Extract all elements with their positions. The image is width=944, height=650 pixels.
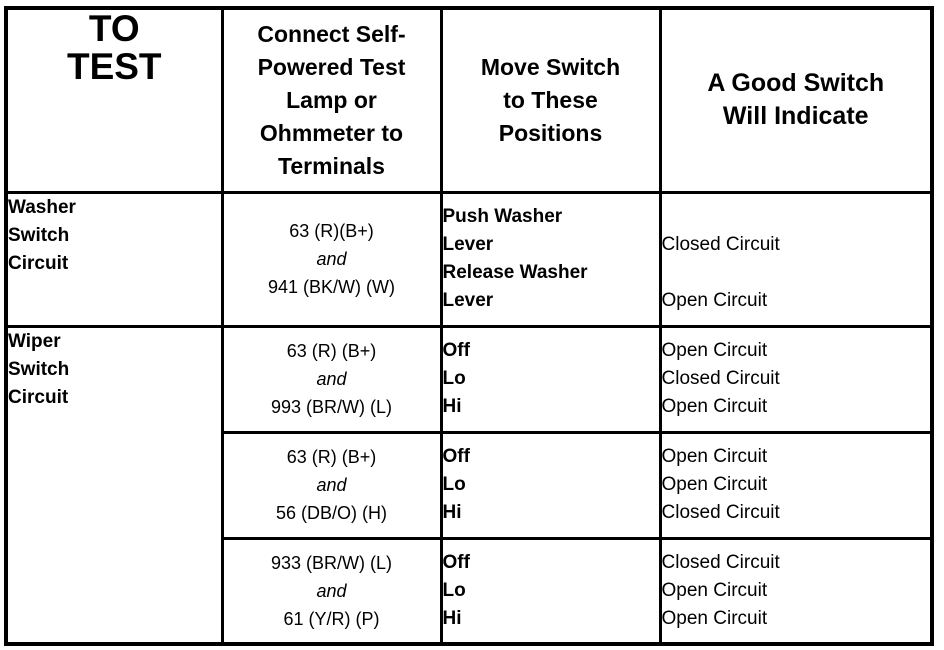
header-row (6, 8, 932, 192)
indication-line: Closed Circuit (661, 368, 780, 389)
terminal-line: 941 (BK/W) (W) (267, 277, 395, 297)
indications-cell (660, 538, 932, 644)
indications-cell (660, 326, 932, 432)
header-text-line: Powered Test (257, 53, 406, 80)
positions-cell (441, 192, 660, 326)
circuit-name-line: Wiper (8, 330, 61, 352)
header-text-line: Move Switch (480, 53, 621, 80)
position-line: Lo (442, 368, 466, 389)
indication-line: Open Circuit (661, 474, 768, 495)
header-text-line: Lamp or (286, 86, 377, 113)
header-good-switch (660, 8, 932, 192)
position-line: Lo (442, 579, 466, 601)
position-line: Release Washer (442, 262, 588, 283)
terminal-and: and (316, 369, 347, 389)
header-move-switch (441, 8, 660, 192)
header-text-line: Terminals (278, 152, 385, 179)
circuit-name-line: Circuit (8, 386, 69, 408)
circuit-name-line: Washer (8, 196, 76, 218)
terminal-and: and (316, 249, 347, 269)
indications-cell (660, 192, 932, 326)
terminals-cell (222, 538, 441, 644)
terminals-cell (222, 432, 441, 538)
indication-line: Open Circuit (661, 340, 768, 361)
circuit-name-line: Switch (8, 358, 70, 380)
position-line: Lever (442, 234, 494, 255)
indication-line: Open Circuit (661, 396, 768, 417)
indication-line: Closed Circuit (661, 551, 780, 573)
position-line: Push Washer (442, 206, 563, 227)
terminal-and: and (316, 475, 347, 495)
indications-cell (660, 432, 932, 538)
circuit-name-line: Circuit (8, 252, 69, 274)
header-text-line: TO (88, 8, 140, 49)
indication-spacer (662, 259, 931, 287)
table-row-wiper (6, 326, 932, 432)
positions-cell (441, 326, 660, 432)
indication-line: Open Circuit (661, 607, 768, 629)
position-line: Hi (442, 502, 462, 523)
position-line: Lo (442, 474, 466, 495)
position-line: Hi (442, 607, 462, 629)
header-text-line: Ohmmeter to (259, 119, 404, 146)
indication-line: Closed Circuit (661, 502, 780, 523)
position-line: Hi (442, 396, 462, 417)
header-connect-terminals (222, 8, 441, 192)
circuit-name-line: Switch (8, 224, 70, 246)
header-text-line: Positions (498, 119, 603, 146)
indication-line: Closed Circuit (661, 234, 780, 255)
indication-spacer (662, 203, 931, 231)
header-text-line: Connect Self- (257, 20, 406, 47)
header-text-line: to These (503, 86, 598, 113)
terminals-cell (222, 326, 441, 432)
header-to-test (6, 8, 222, 192)
positions-cell (441, 432, 660, 538)
indication-line: Open Circuit (661, 579, 768, 601)
indication-line: Open Circuit (661, 290, 768, 311)
header-text-line: TEST (66, 46, 162, 87)
table-row-washer (6, 192, 932, 326)
switch-test-table (4, 6, 934, 646)
circuit-name-washer (6, 192, 222, 326)
indication-line: Open Circuit (661, 446, 768, 467)
terminal-line: 933 (BR/W) (L) (270, 552, 393, 573)
header-text-line: A Good Switch (707, 69, 885, 98)
circuit-name-wiper (6, 326, 222, 644)
position-line: Off (442, 446, 470, 467)
terminal-line: 63 (R)(B+) (289, 221, 374, 241)
position-line: Lever (442, 290, 494, 311)
header-text-line: Will Indicate (722, 102, 869, 131)
terminal-line: 993 (BR/W) (L) (270, 397, 393, 417)
positions-cell (441, 538, 660, 644)
terminal-line: 63 (R) (B+) (286, 447, 377, 467)
terminal-line: 56 (DB/O) (H) (275, 503, 387, 523)
terminal-and: and (316, 580, 347, 601)
terminal-line: 63 (R) (B+) (286, 341, 377, 361)
terminals-cell (222, 192, 441, 326)
position-line: Off (442, 340, 470, 361)
position-line: Off (442, 551, 470, 573)
terminal-line: 61 (Y/R) (P) (283, 608, 380, 629)
